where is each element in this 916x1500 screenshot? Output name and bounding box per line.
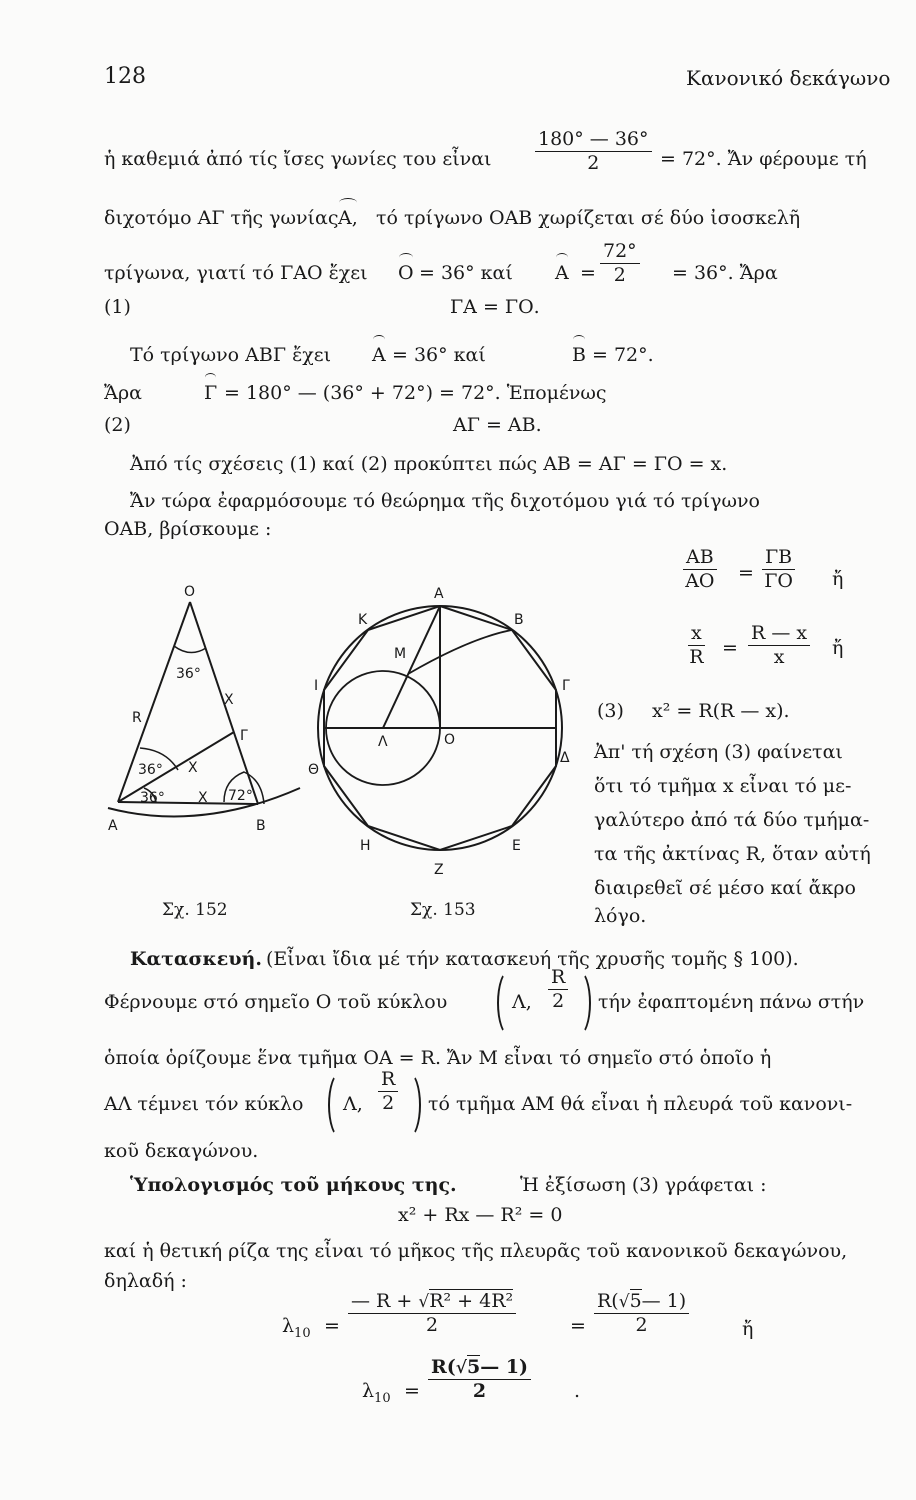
fig153-label-th: Θ xyxy=(308,762,320,778)
fraction-numerator: 72° xyxy=(600,240,640,264)
para1-line1b: = 72°. Ἄν φέρουμε τή xyxy=(660,148,867,170)
paren-right-2 xyxy=(397,1072,421,1138)
from-relations: Ἀπό τίς σχέσεις (1) καί (2) προκύπτει πώς ΑΒ = ΑΓ = ΓΟ = x. xyxy=(130,453,728,475)
sqrt-five: 5 xyxy=(629,1290,642,1312)
ratio1-right xyxy=(762,546,795,593)
fig152-label-72: 72° xyxy=(228,788,253,804)
fig153-line-al xyxy=(383,606,440,728)
fig153-label-l: Λ xyxy=(378,734,388,750)
sqrt-radicand: R² + 4R² xyxy=(429,1290,514,1312)
note-line6: λόγο. xyxy=(594,905,647,927)
formula2-denominator: 2 xyxy=(472,1379,487,1402)
formula1-denominator2: 2 xyxy=(635,1313,648,1336)
ratio2-or: ἤ xyxy=(832,637,844,659)
angle-o xyxy=(398,262,414,284)
formula1-fraction2 xyxy=(594,1290,689,1337)
angle-a2 xyxy=(555,262,569,284)
eq1-label: (1) xyxy=(104,296,131,318)
angle-a3 xyxy=(372,344,386,366)
para1-line2b: τό τρίγωνο ΟΑΒ χωρίζεται σέ δύο ἰσοσκελῆ xyxy=(376,207,801,229)
fig152-label-x1: X xyxy=(224,692,234,708)
fraction-denominator: 2 xyxy=(587,151,600,174)
fig152-label-r: R xyxy=(132,710,142,726)
para1-line2a: διχοτόμο ΑΓ τῆς γωνίας xyxy=(104,207,339,229)
construction-line5: κοῦ δεκαγώνου. xyxy=(104,1140,259,1162)
note-line2: ὅτι τό τμῆμα x εἶναι τό με- xyxy=(594,775,852,797)
fraction-denominator: 2 xyxy=(382,1091,395,1114)
fig152-label-36bot: 36° xyxy=(140,790,165,806)
construction-line3: ὁποία ὁρίζουμε ἕνα τμῆμα ΟΑ = R. Ἄν Μ εἶναι τό σημεῖο στό ὁποῖο ἡ xyxy=(104,1047,772,1069)
angle-a2-label: Α xyxy=(555,262,569,284)
angle-a xyxy=(338,207,358,229)
figure-152 xyxy=(100,580,320,870)
ratio1-left-den: ΑΟ xyxy=(685,569,715,592)
eq2-text: ΑΓ = ΑΒ. xyxy=(453,414,542,436)
lambda-subscript: 10 xyxy=(294,1325,311,1341)
fig153-label-h: H xyxy=(360,838,371,854)
fig153-arc-am xyxy=(408,630,512,674)
angle-g xyxy=(204,382,217,404)
formula1-or: ἤ xyxy=(742,1318,754,1340)
fraction-numerator: R xyxy=(548,966,568,990)
construction-line2b: τήν ἐφαπτομένη πάνω στήν xyxy=(598,991,865,1013)
fig152-label-g: Γ xyxy=(240,728,248,744)
fig152-angle-arc-top xyxy=(174,646,206,653)
eq3-label: (3) xyxy=(597,700,624,722)
formula2-sqrt-five: 5 xyxy=(466,1356,481,1378)
fig153-label-i: I xyxy=(314,678,319,694)
paren-right xyxy=(567,970,591,1036)
note-line1: Ἀπ' τή σχέση (3) φαίνεται xyxy=(594,741,843,763)
fig153-label-e: E xyxy=(512,838,521,854)
formula2-numerator: R(√5— 1) xyxy=(428,1356,531,1380)
formula2-part-minus: — 1) xyxy=(480,1356,529,1378)
construction-line2a: Φέρνουμε στό σημεῖο Ο τοῦ κύκλου xyxy=(104,991,448,1013)
formula1-denominator1: 2 xyxy=(426,1313,439,1336)
equals: = xyxy=(580,262,596,284)
eq1-text: ΓΑ = ΓΟ. xyxy=(450,296,540,318)
angle-g-label: Γ xyxy=(204,382,218,404)
fig152-caption: Σχ. 152 xyxy=(162,900,228,920)
formula2-lhs xyxy=(362,1380,391,1406)
ratio1-right-num: ΓΒ xyxy=(762,546,795,570)
fraction-denominator: 2 xyxy=(552,989,565,1012)
angle-b-label: Β xyxy=(572,344,586,366)
note-line5: διαιρεθεῖ σέ μέσο καί ἄκρο xyxy=(594,877,856,899)
formula1-eq2: = xyxy=(570,1315,586,1337)
calc-equation: x² + Rx — R² = 0 xyxy=(398,1204,563,1226)
numerator-part-a: — R + xyxy=(351,1290,413,1312)
note-line3: γαλύτερο ἀπό τά δύο τμήμα- xyxy=(594,809,870,831)
angle-o-label: Ο xyxy=(398,262,414,284)
angle-b xyxy=(572,344,586,366)
fraction-numerator: 180° — 36° xyxy=(535,128,652,152)
formula1-fraction1 xyxy=(348,1290,516,1337)
formula2-eq: = xyxy=(404,1380,420,1402)
fig153-caption: Σχ. 153 xyxy=(410,900,476,920)
calc-line2: καί ἡ θετική ρίζα της εἶναι τό μῆκος τῆς πλευρᾶς τοῦ κανονικοῦ δεκαγώνου, xyxy=(104,1240,848,1262)
eq3-text: x² = R(R — x). xyxy=(652,700,790,722)
fig153-label-a: A xyxy=(434,586,444,602)
fig152-label-o: O xyxy=(184,584,196,600)
ratio2-right xyxy=(748,622,810,669)
ratio2-right-num: R — x xyxy=(748,622,810,646)
numerator-part-r: R( xyxy=(597,1290,619,1312)
note-line4: τα τῆς ἀκτίνας R, ὅταν αὐτή xyxy=(594,843,871,865)
lambda-subscript-2: 10 xyxy=(374,1390,391,1406)
fraction-denominator: 2 xyxy=(613,263,626,286)
fraction-r-half xyxy=(548,966,568,1013)
triangle-a-value: = 36° καί xyxy=(392,344,486,366)
construction-line1: (Εἶναι ἴδια μέ τήν κατασκευή τῆς χρυσῆς τομῆς § 100). xyxy=(266,948,799,970)
circle-label-lambda-2: Λ, xyxy=(343,1093,363,1115)
angle-a-label: Α, xyxy=(338,207,358,229)
fig153-label-z: Z xyxy=(434,862,444,878)
calc-line1: Ἡ ἐξίσωση (3) γράφεται : xyxy=(520,1174,767,1196)
fig152-label-36top: 36° xyxy=(176,666,201,682)
fraction-angle xyxy=(535,128,652,175)
formula1-lhs xyxy=(282,1315,311,1341)
fraction-r-half-2 xyxy=(378,1068,398,1115)
fig152-label-x2: X xyxy=(188,760,198,776)
running-title: Κανονικό δεκάγωνο xyxy=(686,66,891,90)
fig153-label-k: K xyxy=(358,612,368,628)
calc-line3: δηλαδή : xyxy=(104,1270,187,1292)
figure-153 xyxy=(300,578,590,888)
eq2-label: (2) xyxy=(104,414,131,436)
ratio1-right-den: ΓΟ xyxy=(764,569,793,592)
fig153-label-d: Δ xyxy=(560,750,570,766)
ratio1-left-num: ΑΒ xyxy=(683,546,717,570)
formula1-numerator1: — R + √R² + 4R² xyxy=(348,1290,516,1314)
fig153-label-o: O xyxy=(444,732,456,748)
numerator-part-minus: — 1) xyxy=(641,1290,687,1312)
ratio2-eq: = xyxy=(722,637,738,659)
lambda-symbol: λ xyxy=(282,1315,295,1337)
fraction-numerator: R xyxy=(378,1068,398,1092)
para1-line3a: τρίγωνα, γιατί τό ΓΑΟ ἔχει xyxy=(104,262,368,284)
ratio1-eq: = xyxy=(738,562,754,584)
lambda-symbol-2: λ xyxy=(362,1380,375,1402)
formula2-part-r: R( xyxy=(431,1356,456,1378)
formula2-end: . xyxy=(574,1380,581,1402)
construction-line4a: ΑΛ τέμνει τόν κύκλο xyxy=(104,1093,304,1115)
ara-rest: = 180° — (36° + 72°) = 72°. Ἑπομένως xyxy=(224,382,607,404)
ratio2-right-den: x xyxy=(773,645,785,668)
fig152-label-a: A xyxy=(108,818,118,834)
ratio1-or: ἤ xyxy=(832,568,844,590)
circle-label-lambda: Λ, xyxy=(512,991,532,1013)
triangle-b-value: = 72°. xyxy=(592,344,654,366)
construction-line4b: τό τμῆμα ΑΜ θά εἶναι ἡ πλευρά τοῦ κανονι- xyxy=(428,1093,853,1115)
calc-title: Ὑπολογισμός τοῦ μήκους της. xyxy=(130,1174,457,1196)
triangle-line-a: Τό τρίγωνο ΑΒΓ ἔχει xyxy=(130,344,332,366)
theorem-line1: Ἄν τώρα ἐφαρμόσουμε τό θεώρημα τῆς διχοτόμου γιά τό τρίγωνο xyxy=(130,490,760,512)
fig153-label-m: M xyxy=(394,646,407,662)
ratio1-left xyxy=(683,546,717,593)
theorem-line2: ΟΑΒ, βρίσκουμε : xyxy=(104,518,272,540)
angle-o-value: = 36° καί xyxy=(419,262,513,284)
fig152-label-b: B xyxy=(256,818,266,834)
fig152-label-x3: X xyxy=(198,790,208,806)
para1-line1a: ἡ καθεμιά ἀπό τίς ἴσες γωνίες του εἶναι xyxy=(104,148,492,170)
angle-a3-label: Α xyxy=(372,344,386,366)
fig153-label-g: Γ xyxy=(562,678,570,694)
para1-line3b: = 36°. Ἄρα xyxy=(672,262,778,284)
formula1-numerator2: R(√5— 1) xyxy=(594,1290,689,1314)
ratio2-left-den: R xyxy=(689,645,704,668)
fig152-label-36mid: 36° xyxy=(138,762,163,778)
ratio2-left-num: x xyxy=(688,622,705,646)
ratio2-left xyxy=(688,622,705,669)
fig153-label-b: B xyxy=(514,612,524,628)
construction-title: Κατασκευή. xyxy=(130,948,262,970)
formula1-eq1: = xyxy=(324,1315,340,1337)
fraction-half-72 xyxy=(600,240,640,287)
page-number: 128 xyxy=(104,64,146,89)
ara-word: Ἄρα xyxy=(104,382,142,404)
formula2-fraction xyxy=(428,1356,531,1403)
